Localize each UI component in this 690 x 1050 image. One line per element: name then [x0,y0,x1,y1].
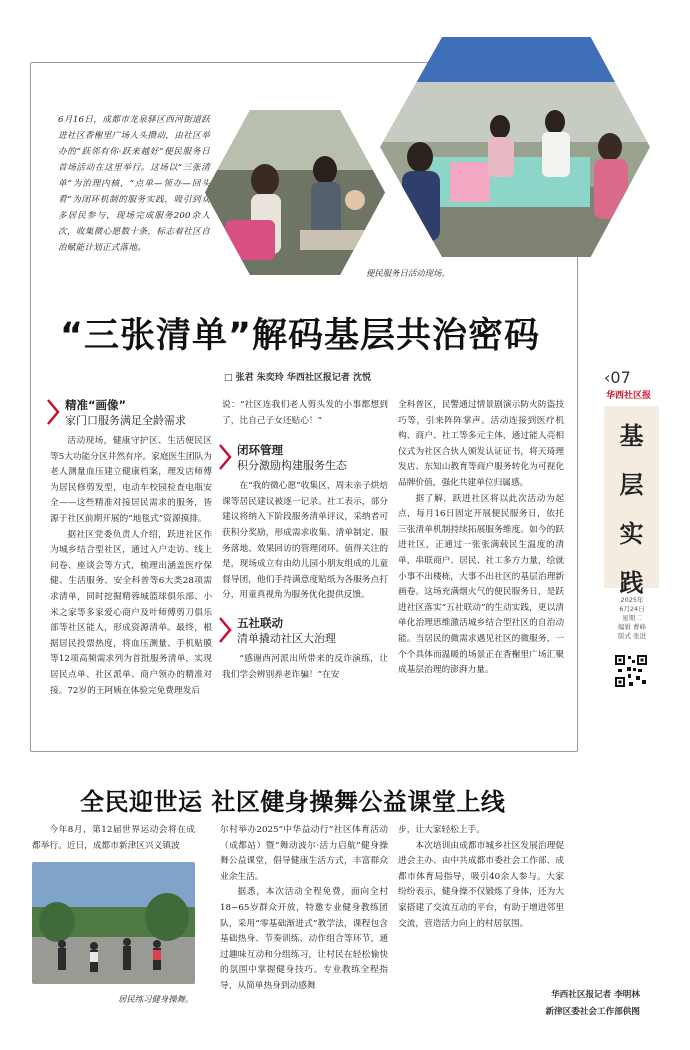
photo-caption: 便民服务日活动现场。 [366,268,450,278]
section-title: 闭环管理 [237,443,283,458]
fitness-photo [32,862,195,984]
paragraph: 说：“社区连我们老人剪头发的小事都想到了，比自己子女还贴心！” [222,400,388,426]
paragraph: 尔村举办2025“中华益动行”社区体育活动（成都站）暨“舞动波尔·活力启航”健身操舞公益课堂，倡导健康生活方式，丰富群众业余生活。 [220,825,388,882]
article-column-3 [398,398,564,679]
paragraph: 据悉，本次活动全程免费，面向全村18~65岁群众开放，特邀专业健身教练团队，采用“零基础渐进式”教学法，课程包含基础热身、节奏训练、动作组合等环节，通过趣味互动和分组练习，让村民在轻松愉快的氛围中掌握健身技巧。专业教练全程指导，从简单热身到动感舞 [220,887,388,991]
issue-date: 6月24日 [619,605,645,613]
byline: □ 张君 朱奕玲 华西社区报记者 沈悦 [224,373,372,383]
paper-name: 华西社区报 [606,391,652,401]
paragraph: “感谢西河派出所带来的反诈演练，让我们学会辨别养老诈骗！”在安 [222,653,388,680]
section-char: 基 [619,421,644,450]
issue-weekday: 星期二 [622,614,642,622]
paragraph: 在“我的微心愿”收集区，周末亲子烘焙课等居民建议被逐一记录。社工表示，部分建议将纳入下阶段服务清单评议，采纳者可获积分奖励，形成需求收集、清单制定、服务落地、效果回访的管理闭环。值得关注的是，现场成立有由幼儿园小朋友组成的儿童督导团，他们手持满意度贴纸为各服务点打分，用童真视角为服务优化提供反馈。 [222,481,388,601]
paragraph: 步，让大家轻松上手。 [398,825,485,835]
paragraph: 本次培训由成都市城乡社区发展治理促进会主办、由中共成都市委社会工作部、成都市体育局指导，吸引40余人参与。大家纷纷表示，健身操不仅锻炼了身体，还为大家搭建了交流互动的平台，有助于增进邻里交流，营造活力向上的村居氛围。 [398,840,564,929]
section-char: 实 [619,519,644,548]
article-column-1 [50,398,212,699]
paragraph: 全科普区，民警通过情景剧演示防火防盗技巧等，引来阵阵掌声。活动连接到医疗机构、商户、社工等多元主体，通过能人亮相仪式为社区合伙人颁发认证证书，将天琦理发店、东知山教育等商户服务转化为可视化品牌价值，强化共建单位归属感。 [398,400,564,488]
photo-caption: 居民练习健身操舞。 [118,994,194,1004]
section-title: 精准“画像” [65,398,127,412]
paragraph: 据社区党委负责人介绍，跃进社区作为城乡结合型社区，通过入户走访、线上问卷、座谈会等方式，梳理出涵盖医疗保健、生活服务、安全科普等6大类28项需求清单，同时挖掘精蓉城篮球俱乐部、小米之家等多家爱心商户及叶师傅剪刀俱乐部等社区能人，形成资源清单。最终，根据居民投票热度，将血压测量、手机贴膜等12项高频需求列为首批服务清单，实现居民点单、社区派单、商户领办的精准对接。72岁的王阿姨在体验完免费理发后 [50,529,212,696]
section-heading [46,398,212,428]
chevron-right-icon [46,398,60,426]
issue-date: 2025年 [620,596,644,604]
paragraph: 今年8月，第12届世界运动会将在成都举行。近日，成都市新津区兴义镇波 [32,825,195,851]
section-char: 层 [619,470,644,499]
section-subtitle: 家门口服务满足全龄需求 [65,414,186,427]
reporter-credit: 华西社区报记者 李明林 [551,990,640,1000]
intro-paragraph: 6月16日，成都市龙泉驿区西河街道跃进社区香榭里广场人头攒动，由社区举办的“跃邻有你·跃来越好”便民服务日首场活动在这里举行。这场以“三张清单”为治理内核，“点单—领办—回头看”为闭环机制的服务实践，吸引到众多居民参与，现场完成服务200余人次，收集微心愿数十条，标志着社区自治赋能计划正式落地。 [58,115,210,253]
page-number: ‹07 [604,368,631,387]
section-label [604,406,659,597]
section-char: 践 [619,568,644,597]
paragraph: 据了解，跃进社区将以此次活动为起点，每月16日固定开展便民服务日，依托三张清单机制持续拓展服务维度。如今的跃进社区，正通过一张张满载民生温度的清单，串联商户、居民、社工多方力量，绘就小事不出楼栋，大事不出社区的基层治理新画卷。这场充满烟火气的便民服务日，是跃进社区落实“五社联动”的生动实践，更以清单化治理思维激活城乡结合型社区的自治动能。当居民的微需求遇见社区的微服务，一个个具体而温暖的场景正在香榭里广场汇聚成基层治理的澎湃力量。 [398,493,564,676]
photo-credit: 新津区委社会工作部供图 [545,1007,640,1017]
section-heading [218,616,388,646]
section-subtitle: 积分激励构建服务生态 [237,459,347,473]
article-2-column-3 [398,823,564,932]
article-2-column-2 [220,823,388,995]
designer: 版式 张进 [617,632,647,640]
issue-meta [604,596,660,641]
editor: 编辑 曹峰 [617,623,647,631]
section-title: 五社联动 [237,615,283,630]
chevron-right-icon [218,443,232,471]
paragraph: 活动现场，健康守护区、生活便民区等5大功能分区井然有序。家庭医生团队为老人测量血压建立健康档案，理发店师傅为居民修剪发型，电动车校园检查电瓶安全——这些精准对接居民需求的服务，皆源于社区前期开展的“地毯式”资源摸排。 [50,436,212,524]
section-subtitle: 清单撬动社区大治理 [237,631,336,645]
section-heading [218,443,388,473]
qr-code-icon [614,654,648,688]
article-2-credit [470,987,640,1021]
article-2-column-1 [32,823,195,854]
article-2-title: 全民迎世运 社区健身操舞公益课堂上线 [80,788,506,816]
page-title: “三张清单”解码基层共治密码 [60,316,541,356]
chevron-right-icon [218,616,232,644]
article-column-2 [222,398,388,683]
